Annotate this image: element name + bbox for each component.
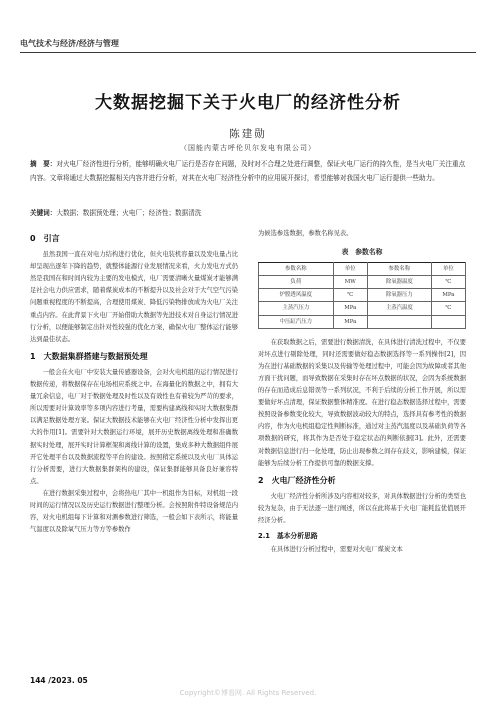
abstract (30, 158, 466, 185)
left-column (30, 228, 238, 536)
table-header-cell: 参数名称 (367, 263, 431, 276)
author-name: 陈建勋 (229, 128, 267, 140)
article-title: 大数据挖掘下关于火电厂的经济性分析 (95, 93, 401, 113)
abstract-text: 对火电厂经济性进行分析，能够明确火电厂运行是否存在问题，及时对不合理之处进行调整，保证火电厂运行的持久性，是当火电厂关注重点内容。文章将通过大数据挖掘相关内容并进行分析，对其在火电厂经济性分析中的应用展开探讨，希望能够对我国火电厂运行提供一些助力。 (30, 160, 466, 182)
table-cell: 中压缸汽压力 (259, 315, 334, 328)
section-heading-1: 1 大数据集群搭建与数据预处理 (30, 351, 148, 361)
paragraph: 在获取数据之后，需要进行数据清洗，在具体进行清洗过程中，不仅要对坏点进行剔除处理，同时还需要做好稳态数据选择等一系列操作[2]，因为在进行基础数据的采集以及传输等处理过程中，可能会因为故障或者其他方面干扰问题，而导致数据在采集时存在坏点数据的状况，会因为系统数据的存在而造成后息错误等一系列状况，不利于后续的分析工作开展，所以需要做好坏点清理，保证数据整体精准度。在进行稳态数据选择过程中，需要按照设备参数变化较大，导致数据波动较大的特点，选择具有参考性的数据内容，作为火电机组稳定性判断标准，通过对主蒸汽温度以及基础负荷等各项数据的研究，将其作为是否处于稳定状态的判断依据[3]。此外，还需要对数据信息进行归一化处理，防止出现参数之间存在歧义，影响建模，保证能够为后续分析工作提供可靠的数据支撑。 (258, 338, 466, 467)
paragraph: 虽然我国一直在对电力结构进行优化，但火电装机容量以及发电量占比却呈现出逐年下降的趋势，就整体能源行业发展情况来看，火力发电方式仍然是我国在和时间内较为主要的发电模式，电厂需要清晰火量煤炭才能够满足社会电力供应需求，随着煤炭成本的不断提升以及社会对于大气空气污染问题重视程度的不断提高，合理使用煤炭、降低污染物排放成为火电厂关注重点内容。在此背景下火电厂开始借助大数据等先进技术对自身运行情况进行分析，以便能够制定出针对性较强的优化方案，确保火电厂整体运行能够达到最佳状态。 (30, 251, 238, 343)
table-cell: MPa (333, 302, 367, 315)
table-title: 表 参数名称 (341, 248, 383, 257)
table-cell: 负荷 (259, 276, 334, 289)
table-cell: 除氧器压力 (367, 289, 431, 302)
paragraph: 在具体进行分析过程中，需要对火电厂煤炭文本 (270, 546, 403, 554)
keywords-label: 关键词： (30, 209, 57, 217)
table-row (259, 289, 466, 302)
table-cell: 主蒸汽压力 (259, 302, 334, 315)
page-number: 144 /2023. 05 (30, 676, 88, 685)
table-row (259, 315, 466, 328)
header-rule (20, 52, 476, 53)
table-cell (367, 315, 431, 328)
table-header-cell: 参数名称 (259, 263, 334, 276)
journal-section-label: 电气技术与经济/经济与管理 (20, 39, 119, 48)
keywords-text: 大数据；数据预处理；火电厂；经济性；数据清洗 (56, 209, 202, 217)
table-cell: MPa (431, 289, 465, 302)
table-row (259, 276, 466, 289)
table-cell (431, 315, 465, 328)
table-header-cell: 单位 (333, 263, 367, 276)
table-cell: ℃ (431, 276, 465, 289)
table-cell: 主蒸汽温度 (367, 302, 431, 315)
parameter-table (258, 262, 466, 328)
paragraph: 一般会在火电厂中安装大量传感器设备，会对火电机组的运行情况进行数据传递，将数据保存在电场相应系统之中。在海量化的数据之中，拥有大量冗余信息，电厂对于数据处理及时性以及有效性也有着较为严苛的要求，所以需要对计算效率等多项内容进行考量，需要构建离线和实时大数据集群以满足数据处理方案。保证大数据技术能够在火电厂经济性分析中发挥出更大的作用[1]。需要针对大数据运行环境，展开历史数据离线处理和准确数据实时处理，展开实时计算框架和离线计算的设置，集成多种大数据组件展开它处理平台以及数据流程等平台的建设。按照稍定系统以及火电厂具体运行分析需要，进行大数据集群架构的建设，保证集群能够具备良好兼容特点。 (30, 368, 238, 485)
section-heading-2: 2 火电厂经济性分析 (258, 475, 336, 485)
paragraph: 为候选参选数据，参数名称见表。 (258, 230, 353, 237)
table-header-cell: 单位 (431, 263, 465, 276)
table-cell: 炉膛透风温度 (259, 289, 334, 302)
table-cell: MW (333, 276, 367, 289)
abstract-label: 摘 要： (30, 160, 57, 168)
table-cell: MPa (333, 315, 367, 328)
section-heading-intro: 0 引言 (30, 234, 60, 243)
right-column (258, 228, 466, 556)
subsection-heading-2-1: 2.1 基本分析思路 (258, 532, 318, 541)
table-cell: ℃ (431, 302, 465, 315)
copyright-watermark: Copyright©博看网. All Rights Reserved. (179, 689, 317, 697)
table-cell: ℃ (333, 289, 367, 302)
paragraph: 火电厂经济性分析所涉及内容相对较多，对具体数据进行分析的类型也较为复杂，由于无法逐一进行阐述，所以在此将基于火电厂能耗监优值展开经济分析。 (258, 492, 466, 524)
table-header-row (259, 263, 466, 276)
paragraph: 在进行数据采集过程中，会将热电厂其中一机组作为目标，对机组一段时间的运行情况以及历史运行数据进行整理分析。会按照附件特设备规范内容，对火电机组每下计算和对测参数进行筛选，一般会如下表所示，将能量气温度以及除氧气压力等方等参数作 (30, 489, 238, 534)
keywords (30, 207, 466, 219)
table-cell: 除氧器温度 (367, 276, 431, 289)
table-row (259, 302, 466, 315)
author-affiliation: （国能内蒙古呼伦贝尔发电有限公司） (180, 144, 316, 152)
